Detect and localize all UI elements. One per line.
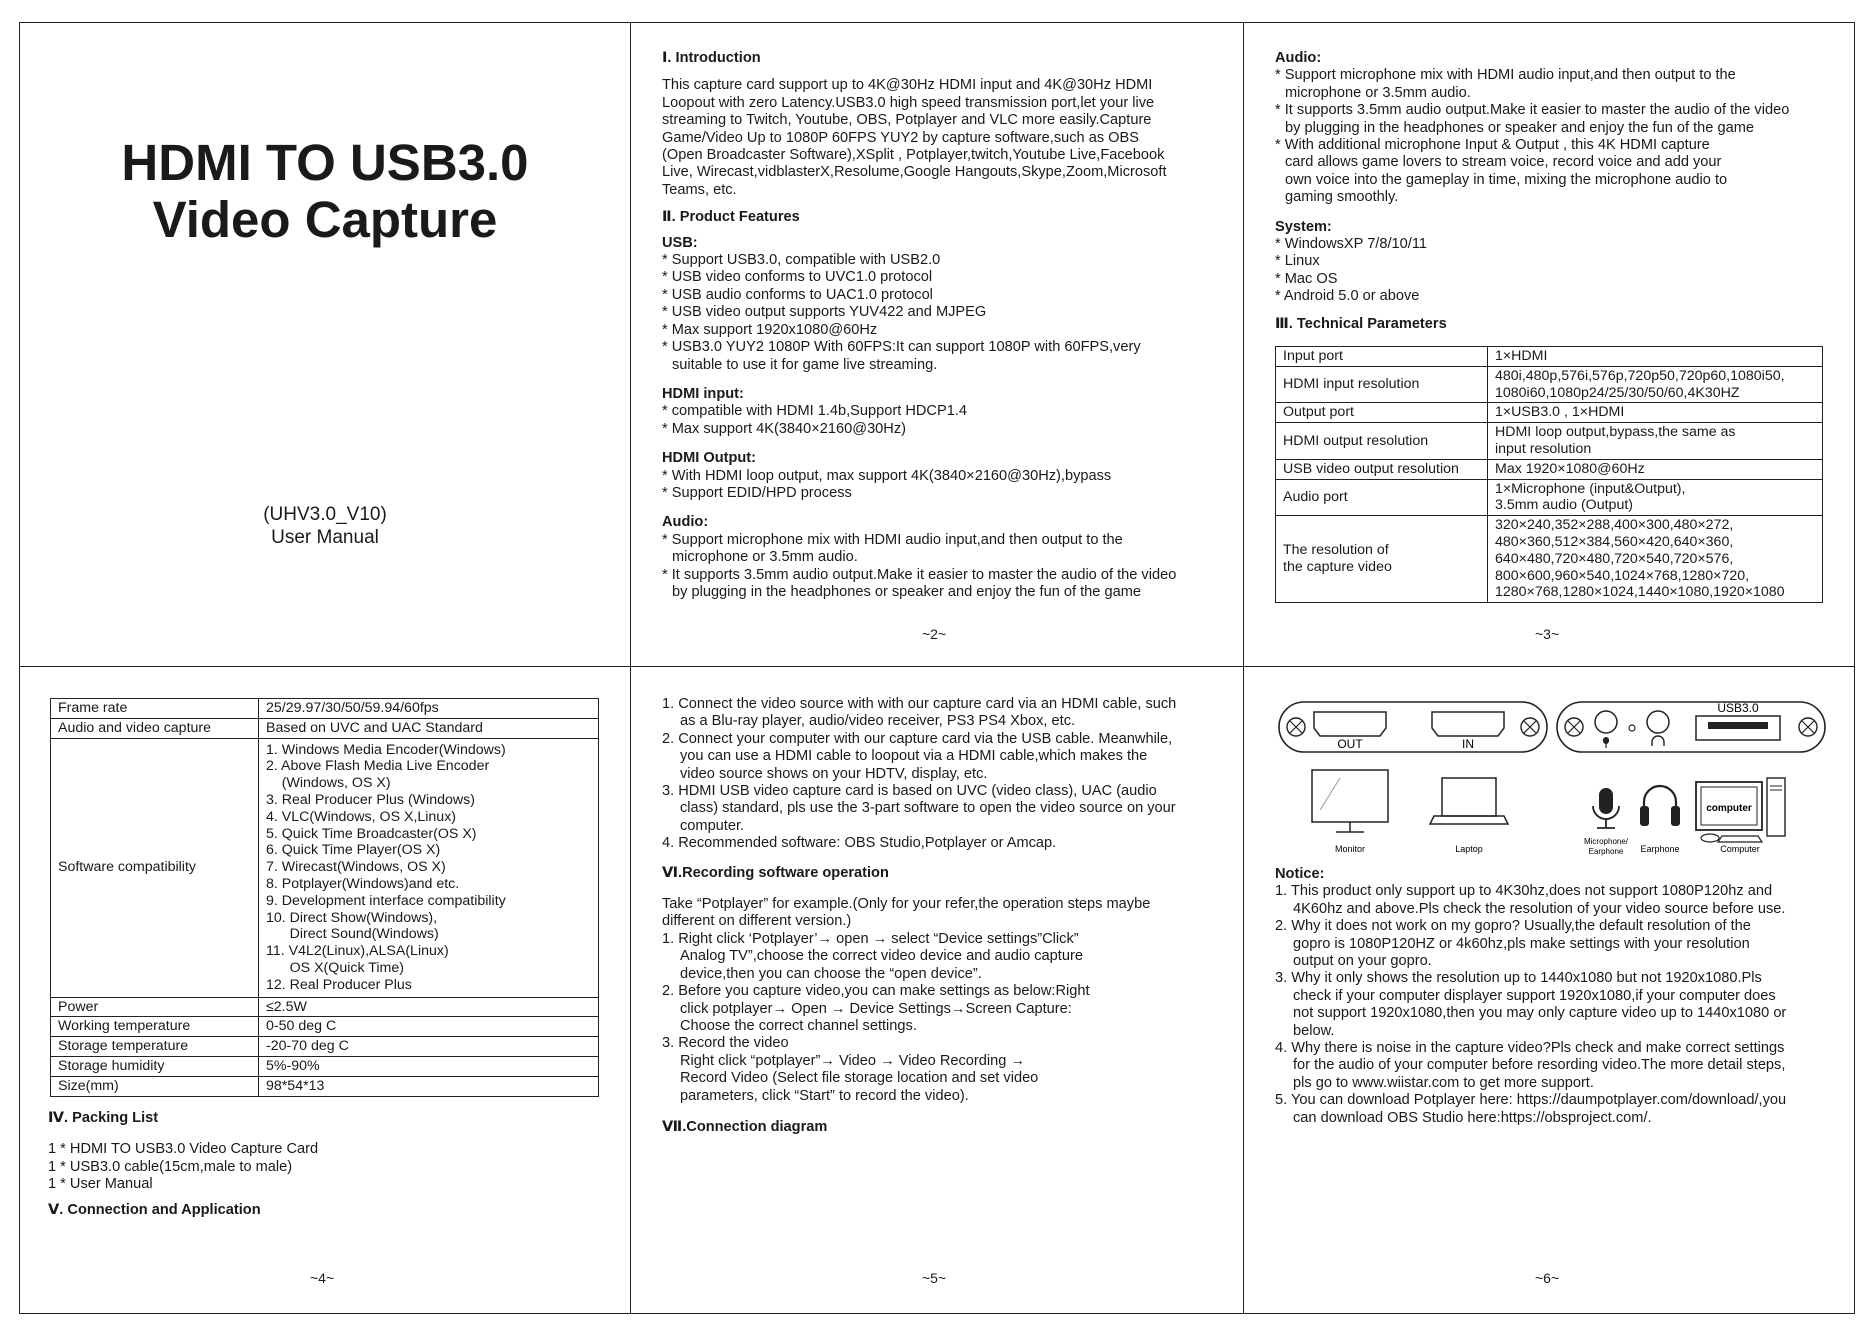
usb-item: * USB3.0 YUY2 1080P With 60FPS:It can support 1080P with 60FPS,very suitable to use it for game live streaming. (662, 339, 1141, 373)
param-value: 0-50 deg C (259, 1017, 599, 1037)
hdmi-input-item: * Max support 4K(3840×2160@30Hz) (662, 420, 906, 437)
cover-title (40, 134, 610, 248)
computer-label: Computer (1720, 844, 1760, 854)
small-headphone-icon (1652, 736, 1664, 746)
laptop-icon (1430, 778, 1508, 824)
param-name: Software compatibility (51, 738, 259, 997)
table-row (51, 699, 599, 719)
table-row (51, 997, 599, 1017)
table-row (1276, 403, 1823, 423)
computer-screen-text: computer (1706, 803, 1752, 814)
recording-step: 1. Right click ‘Potplayer’→ open → select “Device settings”Click” Analog TV”,choose the correct video device and audio capture device,then you can choose the “open device”. (662, 930, 1083, 982)
column-divider-2 (1243, 22, 1244, 1314)
monitor-label: Monitor (1334, 844, 1366, 854)
model-number: (UHV3.0_V10) (263, 504, 387, 525)
page-number-2: ~2~ (922, 626, 947, 642)
hdmi-input-item: * compatible with HDMI 1.4b,Support HDCP1.4 (662, 403, 967, 420)
param-name: The resolution of the capture video (1276, 516, 1488, 603)
intro-heading: Ⅰ. Introduction (662, 50, 761, 66)
table-row (51, 738, 599, 997)
monitor-icon (1312, 770, 1388, 832)
hdmi-input-heading: HDMI input: (662, 385, 744, 402)
specifications-table (50, 698, 599, 1097)
packing-item: 1 * HDMI TO USB3.0 Video Capture Card (48, 1141, 319, 1158)
cover-title-line-2: Video Capture (152, 191, 498, 248)
param-value: 480i,480p,576i,576p,720p50,720p60,1080i50, 1080i60,1080p24/25/30/50/60,4K30HZ (1488, 366, 1823, 403)
intro-line: Game/Video Up to 1080P 60FPS YUY2 by capture software,such as OBS (662, 129, 1139, 146)
page-number-3: ~3~ (1535, 626, 1560, 642)
table-row (1276, 479, 1823, 516)
param-value: 1×HDMI (1488, 347, 1823, 367)
param-value: HDMI loop output,bypass,the same as input resolution (1488, 423, 1823, 460)
param-value: Based on UVC and UAC Standard (259, 718, 599, 738)
hdmi-output-item: * Support EDID/HPD process (662, 484, 852, 501)
system-item: * Android 5.0 or above (1275, 288, 1420, 305)
param-value: ≤2.5W (259, 997, 599, 1017)
port-in-label: IN (1462, 737, 1474, 751)
param-value: 98*54*13 (259, 1076, 599, 1096)
param-name: Storage temperature (51, 1037, 259, 1057)
audio-heading: Audio: (662, 514, 709, 531)
packing-item: 1 * User Manual (48, 1176, 153, 1193)
microphone-icon (1593, 788, 1619, 828)
param-value: 1. Windows Media Encoder(Windows) 2. Above Flash Media Live Encoder (Windows, OS X) 3. Real Producer Plus (Windows) 4. VLC(Windows, OS X,Linux) 5. Quick Time Broadcaster(OS X) 6. Quick Time Player(OS X) 7. Wirecast(Windows, OS X) 8. Potplayer(Windows)and etc. 9. Development interface compatibility 10. Direct Show(Windows), Direct Sound(Windows) 11. V4L2(Linux),ALSA(Linux) OS X(Quick Time) 12. Real Producer Plus (259, 738, 599, 997)
earphone-label: Earphone (1640, 844, 1680, 854)
table-row (51, 1017, 599, 1037)
page-number-5: ~5~ (922, 1270, 947, 1286)
packing-item: 1 * USB3.0 cable(15cm,male to male) (48, 1158, 293, 1175)
intro-paragraph (662, 77, 1222, 199)
hdmi-output-item: * With HDMI loop output, max support 4K(3840×2160@30Hz),bypass (662, 467, 1112, 484)
hdmi-out-port-icon (1314, 712, 1386, 736)
column-divider-1 (630, 22, 631, 1314)
audio-item: * It supports 3.5mm audio output.Make it easier to master the audio of the video by plugging in the headphones or speaker and enjoy the fun of the game (662, 566, 1177, 600)
intro-line: (Open Broadcaster Software),XSplit , Potplayer,twitch,Youtube Live,Facebook (662, 147, 1165, 164)
page-2 (662, 50, 1222, 601)
param-name: Audio and video capture (51, 718, 259, 738)
intro-line: streaming to Twitch, Youtube, OBS, Potplayer and VLC more easily.Capture (662, 112, 1152, 129)
hdmi-side-panel (1279, 702, 1547, 752)
table-row (1276, 366, 1823, 403)
connection-diagram-heading: Ⅶ.Connection diagram (662, 1118, 828, 1135)
technical-parameters-table (1275, 346, 1823, 603)
screw-icon (1565, 718, 1583, 736)
packing-list-heading: Ⅳ. Packing List (48, 1110, 159, 1126)
audio-item: * With additional microphone Input & Output , this 4K HDMI capture card allows game lovers to stream voice, record voice and add your own voice into the gameplay in time, mixing the microphone audio to gaming smoothly. (1275, 137, 1728, 206)
param-name: USB video output resolution (1276, 459, 1488, 479)
usb-port-tongue (1708, 722, 1768, 729)
table-row (51, 1056, 599, 1076)
usb-item: * USB audio conforms to UAC1.0 protocol (662, 286, 933, 303)
table-row (51, 1037, 599, 1057)
connection-heading: Ⅴ. Connection and Application (48, 1201, 261, 1218)
param-name: HDMI input resolution (1276, 366, 1488, 403)
mic-jack-icon (1595, 711, 1617, 733)
intro-line: Teams, etc. (662, 181, 737, 198)
hdmi-output-heading: HDMI Output: (662, 450, 757, 467)
features-heading: Ⅱ. Product Features (662, 209, 800, 226)
intro-line: Loopout with zero Latency.USB3.0 high speed transmission port,let your live (662, 94, 1155, 111)
audio-item: * Support microphone mix with HDMI audio input,and then output to the microphone or 3.5mm audio. (662, 531, 1123, 566)
param-name: Working temperature (51, 1017, 259, 1037)
technical-parameters-heading: Ⅲ. Technical Parameters (1275, 315, 1447, 332)
hdmi-in-port-icon (1432, 712, 1504, 736)
row-divider (19, 666, 1855, 667)
system-item: * Linux (1275, 253, 1320, 270)
param-name: Frame rate (51, 699, 259, 719)
param-name: Audio port (1276, 479, 1488, 516)
param-value: 1×USB3.0 , 1×HDMI (1488, 403, 1823, 423)
notice-item: 4. Why there is noise in the capture video?Pls check and make correct settings for the audio of your computer before resording video.The more detail steps, pls go to www.wiistar.com to get more support. (1275, 1040, 1786, 1091)
audio-heading: Audio: (1275, 50, 1322, 66)
usb-heading: USB: (662, 234, 698, 251)
system-item: * Mac OS (1275, 270, 1338, 287)
notice-item: 5. You can download Potplayer here: https://daumpotplayer.com/download/,you can download OBS Studio here:https://obsproject.com/. (1275, 1092, 1787, 1126)
small-mic-icon (1603, 737, 1609, 748)
page-number-4: ~4~ (310, 1270, 335, 1286)
audio-item: * It supports 3.5mm audio output.Make it easier to master the audio of the video by plugging in the headphones or speaker and enjoy the fun of the game (1275, 102, 1790, 136)
notice-item: 3. Why it only shows the resolution up to 1440x1080 but not 1920x1080.Pls check if your computer displayer support 1920x1080,if your computer does not support 1920x1080,then you may only capture video up to 1440x1080 or below. (1275, 970, 1787, 1039)
usb-item: * Support USB3.0, compatible with USB2.0 (662, 252, 941, 269)
intro-line: Live, Wirecast,vidblasterX,Resolume,Google Hangouts,Skype,Zoom,Microsoft (662, 164, 1167, 181)
page-number-6: ~6~ (1535, 1270, 1560, 1286)
recording-step: 2. Before you capture video,you can make settings as below:Right click potplayer→ Open → Device Settings→Screen Capture: Choose the correct channel settings. (662, 983, 1090, 1034)
param-value: 5%-90% (259, 1056, 599, 1076)
audio-item: * Support microphone mix with HDMI audio input,and then output to the microphone or 3.5mm audio. (1275, 67, 1736, 101)
page-3 (1275, 50, 1835, 339)
param-name: HDMI output resolution (1276, 423, 1488, 460)
usb-item: * Max support 1920x1080@60Hz (662, 321, 878, 338)
page-6-notice (1275, 866, 1840, 1127)
indicator-led-icon (1629, 725, 1635, 731)
connection-step: 3. HDMI USB video capture card is based on UVC (video class), UAC (audio class) standard, pls use the 3-part software to open the video source on your computer. (662, 783, 1176, 834)
packing-list (48, 1141, 608, 1193)
page-4-text (48, 1110, 608, 1225)
table-row (51, 1076, 599, 1096)
table-row (51, 718, 599, 738)
param-name: Output port (1276, 403, 1488, 423)
notice-heading: Notice: (1275, 866, 1325, 882)
param-value: 320×240,352×288,400×300,480×272, 480×360,512×384,560×420,640×360, 640×480,720×480,720×540,720×576, 800×600,960×540,1024×768,1280×720, 1280×768,1280×1024,1440×1080,1920×1080 (1488, 516, 1823, 603)
table-row (1276, 347, 1823, 367)
laptop-label: Laptop (1455, 844, 1483, 854)
doc-type: User Manual (271, 527, 379, 548)
param-value: 1×Microphone (input&Output), 3.5mm audio (Output) (1488, 479, 1823, 516)
recording-step: 3. Record the video Right click “potplayer”→ Video → Video Recording → Record Video (Select file storage location and set video parameters, click “Start” to record the video). (662, 1035, 1039, 1104)
param-value: 25/29.97/30/50/59.94/60fps (259, 699, 599, 719)
usb-item: * USB video conforms to UVC1.0 protocol (662, 269, 933, 286)
system-heading: System: (1275, 218, 1332, 235)
microphone-label: Microphone/ Earphone (1583, 837, 1629, 856)
earphone-jack-icon (1647, 711, 1669, 733)
headphone-icon (1640, 786, 1680, 826)
recording-heading: Ⅵ.Recording software operation (662, 864, 889, 881)
param-value: -20-70 deg C (259, 1037, 599, 1057)
notice-item: 2. Why it does not work on my gopro? Usually,the default resolution of the gopro is 1080P120HZ or 4k60hz,pls make settings with your resolution output on your gopro. (1275, 918, 1751, 970)
port-out-label: OUT (1337, 737, 1363, 751)
usb-item: * USB video output supports YUV422 and MJPEG (662, 304, 987, 321)
connection-step: 2. Connect your computer with our capture card via the USB cable. Meanwhile, you can use a HDMI cable to loopout via a HDMI cable,which makes the video source shows on your HDTV, display, etc. (662, 730, 1173, 782)
connection-diagram (1270, 690, 1830, 860)
cover-subtitle (40, 503, 610, 549)
screw-icon (1287, 718, 1305, 736)
notice-item: 1. This product only support up to 4K30hz,does not support 1080P120hz and 4K60hz and above.Pls check the resolution of your video source before use. (1275, 883, 1786, 917)
recording-intro: Take “Potplayer” for example.(Only for your refer,the operation steps maybe different on different version.) (662, 896, 1151, 930)
intro-line: This capture card support up to 4K@30Hz HDMI input and 4K@30Hz HDMI (662, 77, 1153, 94)
screw-icon (1799, 718, 1817, 736)
param-value: Max 1920×1080@60Hz (1488, 459, 1823, 479)
connection-step: 4. Recommended software: OBS Studio,Potplayer or Amcap. (662, 835, 1057, 852)
cover-title-line-1: HDMI TO USB3.0 (121, 134, 529, 191)
system-item: * WindowsXP 7/8/10/11 (1275, 236, 1427, 253)
usb-side-panel (1557, 702, 1825, 752)
param-name: Storage humidity (51, 1056, 259, 1076)
port-usb-label: USB3.0 (1717, 701, 1759, 715)
table-row (1276, 516, 1823, 603)
screw-icon (1521, 718, 1539, 736)
connection-step: 1. Connect the video source with with our capture card via an HDMI cable, such as a Blu-ray player, audio/video receiver, PS3 PS4 Xbox, etc. (662, 696, 1177, 730)
table-row (1276, 459, 1823, 479)
table-row (1276, 423, 1823, 460)
param-name: Input port (1276, 347, 1488, 367)
page-5 (662, 696, 1227, 1142)
param-name: Power (51, 997, 259, 1017)
param-name: Size(mm) (51, 1076, 259, 1096)
